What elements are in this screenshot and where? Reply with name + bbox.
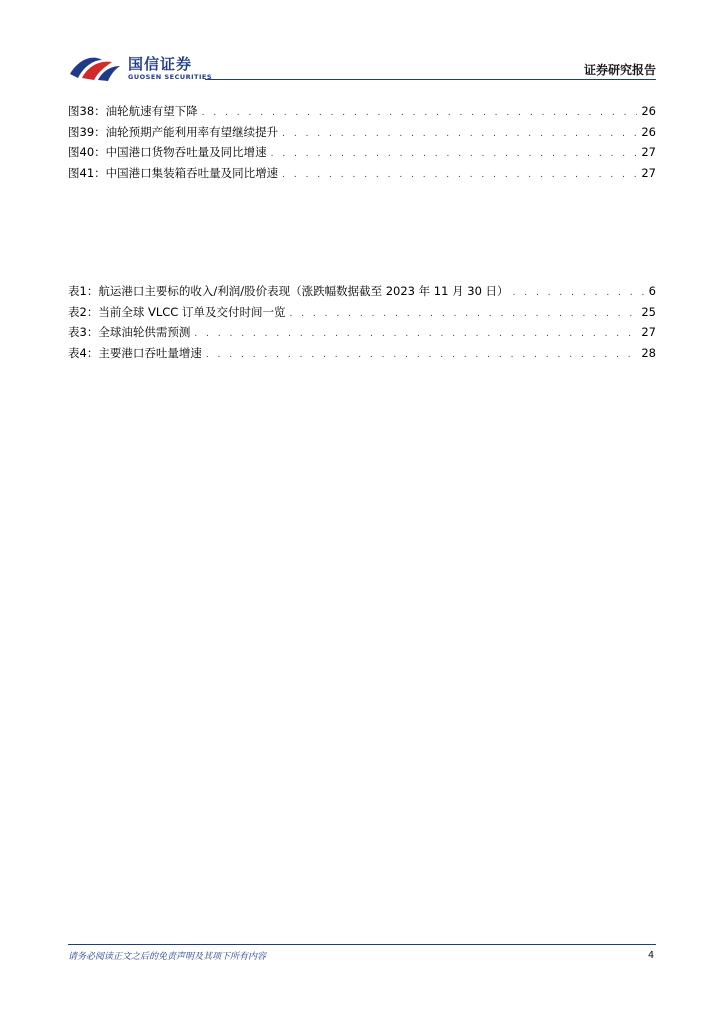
- toc-entry-table-4[interactable]: [68, 343, 656, 364]
- dot-leader: [282, 124, 637, 143]
- table-index: [68, 281, 656, 363]
- footer-divider: [68, 944, 656, 945]
- entry-label: 表1：: [68, 284, 99, 298]
- entry-page: 28: [641, 345, 656, 360]
- dot-leader: [206, 345, 638, 364]
- disclaimer-text: 请务必阅读正文之后的免责声明及其项下所有内容: [68, 952, 267, 962]
- entry-page: 27: [641, 325, 656, 339]
- header-divider: [205, 79, 656, 80]
- entry-title: 中国港口集装箱吞吐量及同比增速: [105, 165, 279, 180]
- entry-label: 表3：: [68, 325, 99, 339]
- entry-label: 表2：: [68, 304, 99, 319]
- toc-entry-table-1[interactable]: [68, 281, 656, 302]
- brand-name-cn: 国信证券: [128, 55, 193, 73]
- dot-leader: [271, 144, 638, 163]
- dot-leader: [202, 103, 638, 122]
- dot-leader: [194, 324, 637, 343]
- entry-page: 27: [641, 165, 656, 180]
- entry-title: 航运港口主要标的收入/利润/股价表现（涨跌幅数据截至 2023 年 11 月 30 日）: [98, 284, 509, 298]
- entry-page: 25: [641, 304, 656, 319]
- toc-entry-figure-38[interactable]: [68, 101, 656, 122]
- entry-page: 26: [641, 124, 656, 139]
- figure-index: [68, 101, 656, 183]
- entry-title: 中国港口货物吞吐量及同比增速: [105, 145, 267, 159]
- guosen-logo: [68, 50, 248, 86]
- toc-entry-figure-39[interactable]: [68, 122, 656, 143]
- toc-entry-table-3[interactable]: [68, 322, 656, 343]
- toc-entry-figure-40[interactable]: [68, 142, 656, 163]
- toc-entry-table-2[interactable]: [68, 302, 656, 323]
- entry-label: 表4：: [68, 345, 99, 360]
- dot-leader: [513, 283, 645, 302]
- dot-leader: [282, 165, 637, 184]
- brand-name-en: GUOSEN SECURITIES: [128, 73, 213, 81]
- entry-label: 图38：: [68, 104, 106, 118]
- entry-title: 油轮航速有望下降: [105, 104, 198, 118]
- page-footer: [68, 944, 656, 962]
- entry-page: 6: [648, 284, 656, 298]
- entry-label: 图40：: [68, 145, 106, 159]
- entry-page: 27: [641, 145, 656, 159]
- entry-label: 图41：: [68, 165, 106, 180]
- report-type-label: 证券研究报告: [583, 63, 656, 77]
- dot-leader: [289, 304, 637, 323]
- page-header: [68, 50, 656, 86]
- entry-title: 当前全球 VLCC 订单及交付时间一览: [98, 304, 286, 319]
- entry-title: 油轮预期产能利用率有望继续提升: [105, 124, 279, 139]
- entry-title: 全球油轮供需预测: [98, 325, 191, 339]
- entry-page: 26: [641, 104, 656, 118]
- page-number: 4: [647, 950, 654, 961]
- entry-title: 主要港口吞吐量增速: [98, 345, 202, 360]
- toc-entry-figure-41[interactable]: [68, 163, 656, 184]
- guosen-logo-icon: [68, 52, 122, 82]
- entry-label: 图39：: [68, 124, 106, 139]
